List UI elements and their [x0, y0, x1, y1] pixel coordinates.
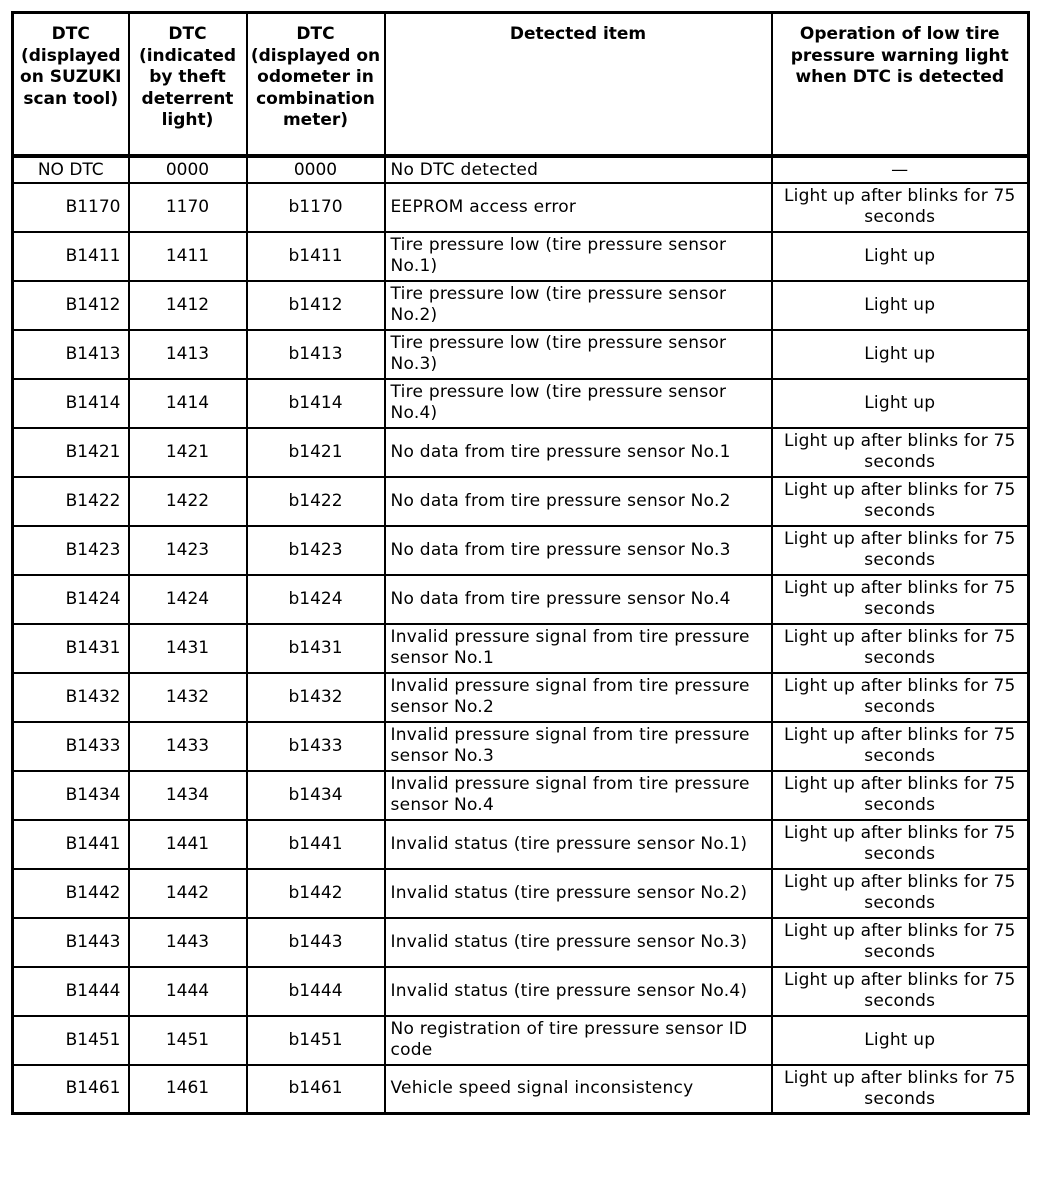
cell-odometer-code: b1424 [247, 575, 385, 624]
cell-theft-code: 1433 [129, 722, 247, 771]
table-row [13, 624, 1029, 673]
cell-odometer-code: b1423 [247, 526, 385, 575]
cell-scan-code: B1421 [13, 428, 129, 477]
cell-light-operation: Light up [772, 232, 1029, 281]
table-row [13, 1016, 1029, 1065]
cell-scan-code: B1413 [13, 330, 129, 379]
cell-odometer-code: b1413 [247, 330, 385, 379]
cell-theft-code: 1413 [129, 330, 247, 379]
cell-odometer-code: b1432 [247, 673, 385, 722]
table-row [13, 575, 1029, 624]
cell-detected-item: Invalid status (tire pressure sensor No.3) [385, 918, 772, 967]
table-row [13, 1065, 1029, 1114]
cell-odometer-code: b1461 [247, 1065, 385, 1114]
cell-detected-item: Tire pressure low (tire pressure sensor No.3) [385, 330, 772, 379]
cell-theft-code: 1441 [129, 820, 247, 869]
cell-theft-code: 1434 [129, 771, 247, 820]
cell-light-operation: Light up after blinks for 75 seconds [772, 673, 1029, 722]
cell-detected-item: No registration of tire pressure sensor ID code [385, 1016, 772, 1065]
cell-odometer-code: b1412 [247, 281, 385, 330]
cell-odometer-code: 0000 [247, 156, 385, 183]
cell-detected-item: Invalid pressure signal from tire pressure sensor No.2 [385, 673, 772, 722]
cell-scan-code: B1433 [13, 722, 129, 771]
cell-scan-code: B1444 [13, 967, 129, 1016]
cell-theft-code: 1442 [129, 869, 247, 918]
cell-theft-code: 1424 [129, 575, 247, 624]
table-row [13, 330, 1029, 379]
table-row [13, 967, 1029, 1016]
cell-odometer-code: b1443 [247, 918, 385, 967]
cell-scan-code: B1170 [13, 183, 129, 232]
cell-detected-item: Invalid status (tire pressure sensor No.2) [385, 869, 772, 918]
cell-light-operation: Light up after blinks for 75 seconds [772, 526, 1029, 575]
cell-detected-item: Tire pressure low (tire pressure sensor No.1) [385, 232, 772, 281]
cell-theft-code: 1411 [129, 232, 247, 281]
cell-odometer-code: b1421 [247, 428, 385, 477]
cell-light-operation: Light up after blinks for 75 seconds [772, 428, 1029, 477]
cell-detected-item: Tire pressure low (tire pressure sensor No.4) [385, 379, 772, 428]
cell-light-operation: Light up [772, 379, 1029, 428]
table-row [13, 156, 1029, 183]
cell-theft-code: 1444 [129, 967, 247, 1016]
cell-detected-item: No data from tire pressure sensor No.1 [385, 428, 772, 477]
cell-detected-item: No DTC detected [385, 156, 772, 183]
cell-scan-code: B1422 [13, 477, 129, 526]
dtc-table [11, 11, 1030, 1115]
cell-scan-code: B1461 [13, 1065, 129, 1114]
cell-detected-item: Invalid status (tire pressure sensor No.1) [385, 820, 772, 869]
cell-detected-item: Invalid pressure signal from tire pressure sensor No.1 [385, 624, 772, 673]
cell-light-operation: Light up after blinks for 75 seconds [772, 477, 1029, 526]
cell-theft-code: 1170 [129, 183, 247, 232]
cell-theft-code: 1412 [129, 281, 247, 330]
cell-theft-code: 1422 [129, 477, 247, 526]
cell-light-operation: Light up after blinks for 75 seconds [772, 624, 1029, 673]
cell-light-operation: Light up after blinks for 75 seconds [772, 918, 1029, 967]
table-body [13, 156, 1029, 1114]
cell-odometer-code: b1444 [247, 967, 385, 1016]
cell-light-operation: Light up [772, 281, 1029, 330]
cell-odometer-code: b1170 [247, 183, 385, 232]
cell-detected-item: No data from tire pressure sensor No.3 [385, 526, 772, 575]
table-row [13, 232, 1029, 281]
header-row [13, 13, 1029, 156]
cell-theft-code: 1414 [129, 379, 247, 428]
cell-light-operation: Light up [772, 330, 1029, 379]
cell-odometer-code: b1414 [247, 379, 385, 428]
header-operation: Operation of low tire pressure warning light when DTC is detected [772, 13, 1029, 156]
header-odometer: DTC (displayed on odometer in combination meter) [247, 13, 385, 156]
table-row [13, 918, 1029, 967]
cell-theft-code: 1432 [129, 673, 247, 722]
cell-detected-item: Tire pressure low (tire pressure sensor No.2) [385, 281, 772, 330]
cell-scan-code: B1411 [13, 232, 129, 281]
table-row [13, 771, 1029, 820]
cell-light-operation: Light up after blinks for 75 seconds [772, 869, 1029, 918]
cell-scan-code: B1414 [13, 379, 129, 428]
cell-scan-code: B1431 [13, 624, 129, 673]
cell-light-operation: Light up after blinks for 75 seconds [772, 1065, 1029, 1114]
table-row [13, 183, 1029, 232]
cell-light-operation: Light up after blinks for 75 seconds [772, 575, 1029, 624]
cell-detected-item: Vehicle speed signal inconsistency [385, 1065, 772, 1114]
cell-theft-code: 1461 [129, 1065, 247, 1114]
cell-light-operation: Light up after blinks for 75 seconds [772, 820, 1029, 869]
cell-theft-code: 1421 [129, 428, 247, 477]
cell-scan-code: B1442 [13, 869, 129, 918]
cell-odometer-code: b1411 [247, 232, 385, 281]
cell-detected-item: No data from tire pressure sensor No.2 [385, 477, 772, 526]
cell-theft-code: 1443 [129, 918, 247, 967]
table-row [13, 722, 1029, 771]
cell-detected-item: Invalid status (tire pressure sensor No.4) [385, 967, 772, 1016]
cell-detected-item: EEPROM access error [385, 183, 772, 232]
cell-theft-code: 1431 [129, 624, 247, 673]
cell-detected-item: No data from tire pressure sensor No.4 [385, 575, 772, 624]
cell-light-operation: Light up after blinks for 75 seconds [772, 771, 1029, 820]
header-theft-light: DTC (indicated by theft deterrent light) [129, 13, 247, 156]
cell-detected-item: Invalid pressure signal from tire pressure sensor No.4 [385, 771, 772, 820]
cell-odometer-code: b1451 [247, 1016, 385, 1065]
header-scan-tool: DTC (displayed on SUZUKI scan tool) [13, 13, 129, 156]
table-row [13, 869, 1029, 918]
cell-light-operation: Light up after blinks for 75 seconds [772, 183, 1029, 232]
table-row [13, 477, 1029, 526]
cell-theft-code: 0000 [129, 156, 247, 183]
table-row [13, 281, 1029, 330]
table-row [13, 379, 1029, 428]
cell-odometer-code: b1422 [247, 477, 385, 526]
table-row [13, 820, 1029, 869]
table-header [13, 13, 1029, 156]
cell-scan-code: B1432 [13, 673, 129, 722]
cell-scan-code: B1423 [13, 526, 129, 575]
cell-scan-code: B1434 [13, 771, 129, 820]
cell-scan-code: B1451 [13, 1016, 129, 1065]
cell-theft-code: 1423 [129, 526, 247, 575]
cell-odometer-code: b1441 [247, 820, 385, 869]
cell-light-operation: Light up after blinks for 75 seconds [772, 967, 1029, 1016]
cell-detected-item: Invalid pressure signal from tire pressure sensor No.3 [385, 722, 772, 771]
cell-theft-code: 1451 [129, 1016, 247, 1065]
cell-light-operation: — [772, 156, 1029, 183]
cell-scan-code: NO DTC [13, 156, 129, 183]
cell-light-operation: Light up after blinks for 75 seconds [772, 722, 1029, 771]
table-row [13, 526, 1029, 575]
cell-scan-code: B1424 [13, 575, 129, 624]
cell-odometer-code: b1434 [247, 771, 385, 820]
cell-light-operation: Light up [772, 1016, 1029, 1065]
table-row [13, 673, 1029, 722]
cell-odometer-code: b1442 [247, 869, 385, 918]
cell-odometer-code: b1431 [247, 624, 385, 673]
cell-odometer-code: b1433 [247, 722, 385, 771]
cell-scan-code: B1441 [13, 820, 129, 869]
cell-scan-code: B1412 [13, 281, 129, 330]
cell-scan-code: B1443 [13, 918, 129, 967]
table-row [13, 428, 1029, 477]
header-detected-item: Detected item [385, 13, 772, 156]
